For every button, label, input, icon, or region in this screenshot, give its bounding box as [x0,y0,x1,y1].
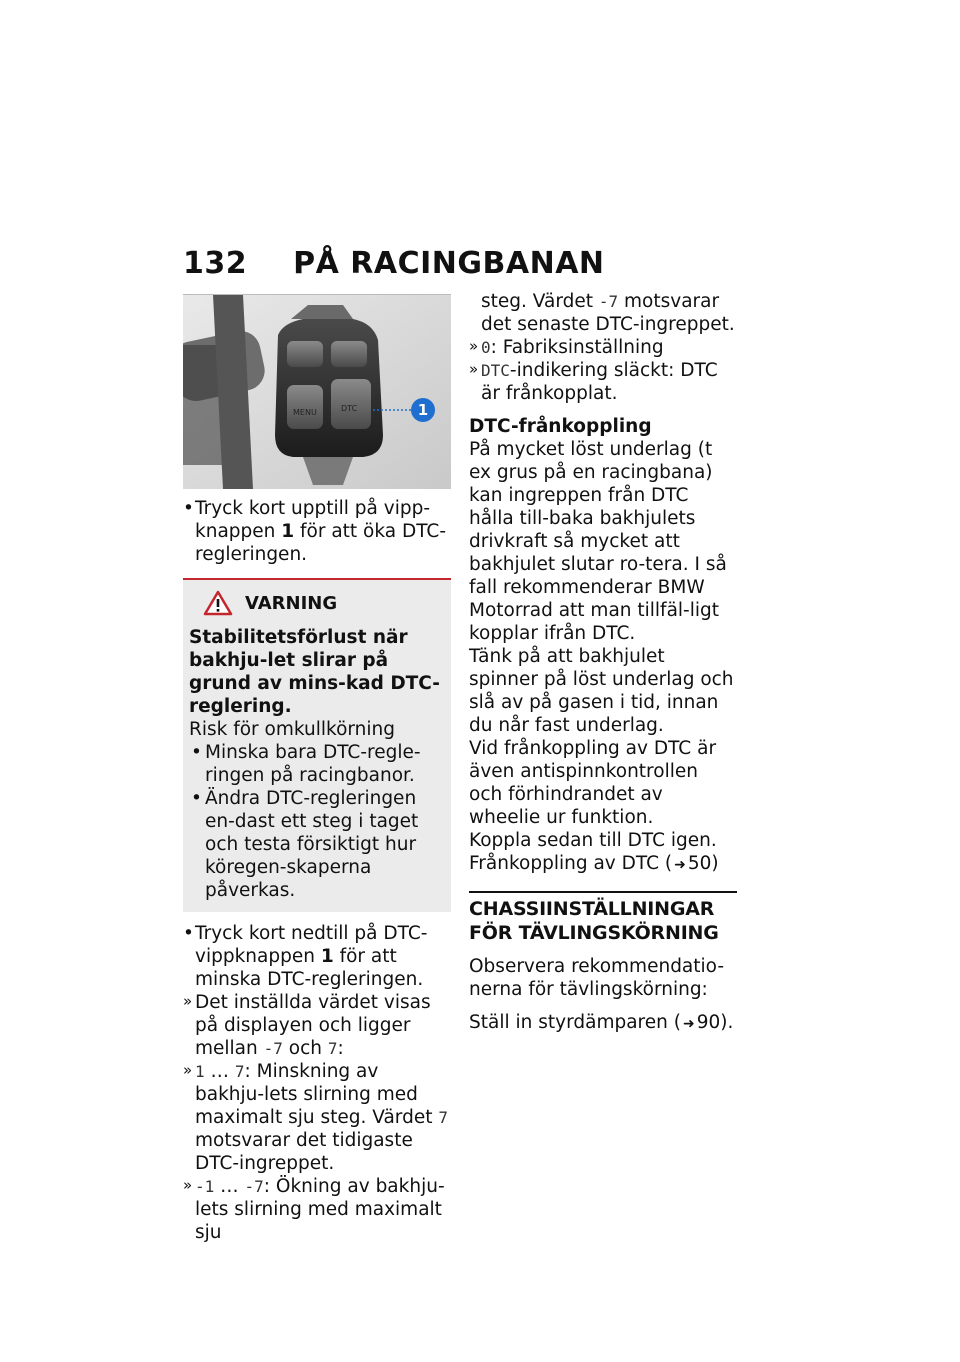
chassis-paragraph: Observera rekommendatio-nerna för tävlingskörning: [469,956,724,1000]
page-reference-arrow-icon: ➜ [674,857,686,873]
result-item: » DTC-indikering släckt: DTC är frånkopplat. [469,359,737,405]
page-number: 132 [183,246,248,281]
dtc-off-paragraph: Koppla sedan till DTC igen. [469,830,717,851]
page-reference-arrow-icon: ➜ [682,1016,695,1032]
callout-number: 1 [417,401,429,419]
chassis-heading: CHASSIINSTÄLLNINGAR FÖR TÄVLINGSKÖRNING [469,898,719,944]
section-divider [469,891,737,945]
menu-label: MENU [293,408,317,417]
result-continued: steg. Värdet -7 motsvarar det senaste DTC-ingreppet. [481,291,735,335]
dtc-label: DTC [341,404,358,413]
handlebar-switch-photo [183,294,451,489]
warning-triangle-icon [203,590,233,616]
warning-headline: Stabilitetsförlust när bakhju-let slirar på grund av mins-kad DTC-reglering. [189,627,440,717]
step-decrease: • Tryck kort nedtill på DTC-vippknappen 1 för att minska DTC-regleringen. [183,922,451,991]
result-item: » 1 … 7: Minskning av bakhju-lets slirning med maximalt sju steg. Värdet 7 motsvarar det tidigaste DTC-ingreppet. [183,1060,451,1175]
result-item: » 0: Fabriksinställning [469,336,737,359]
warning-title-row [203,590,445,616]
chapter-title: PÅ RACINGBANAN [293,246,605,281]
dtc-off-paragraph: Tänk på att bakhjulet spinner på löst underlag och slå av på gasen i tid, innan du når fast underlag. [469,646,734,736]
page-header [183,246,605,281]
dtc-off-page-reference[interactable]: Frånkoppling av DTC ( ➜ 50) [469,852,737,877]
dtc-off-paragraph: Vid frånkoppling av DTC är även antispinnkontrollen och förhindrandet av wheelie ur funktion. [469,738,717,828]
warning-item: • Minska bara DTC-regle-ringen på racingbanor. [189,741,445,787]
left-column [183,294,451,1244]
warning-title: VARNING [245,592,338,614]
warning-risk: Risk för omkullkörning [189,719,396,740]
dtc-off-paragraph: På mycket löst underlag (t ex grus på en racingbana) kan ingreppen från DTC hålla till-baka bakhjulets drivkraft så mycket att bakhjulet slutar ro-tera. I så fall rekommenderar BMW Motorrad att man tillfäl-ligt kopplar ifrån DTC. [469,439,727,644]
result-item: » -1 … -7: Ökning av bakhju-lets slirning med maximalt sju [183,1175,451,1244]
chassis-page-reference[interactable]: Ställ in styrdämparen ( ➜ 90). [469,1011,737,1036]
result-item: » Det inställda värdet visas på displayen och ligger mellan -7 och 7: [183,991,451,1060]
step-increase: • Tryck kort upptill på vipp-knappen 1 för att öka DTC-regleringen. [183,497,451,566]
dtc-off-heading: DTC-frånkoppling [469,416,652,437]
warning-item: • Ändra DTC-regleringen en-dast ett steg i taget och testa försiktigt hur köregen-skaperna påverkas. [189,787,445,902]
right-column [469,290,737,1036]
warning-box [183,578,451,912]
